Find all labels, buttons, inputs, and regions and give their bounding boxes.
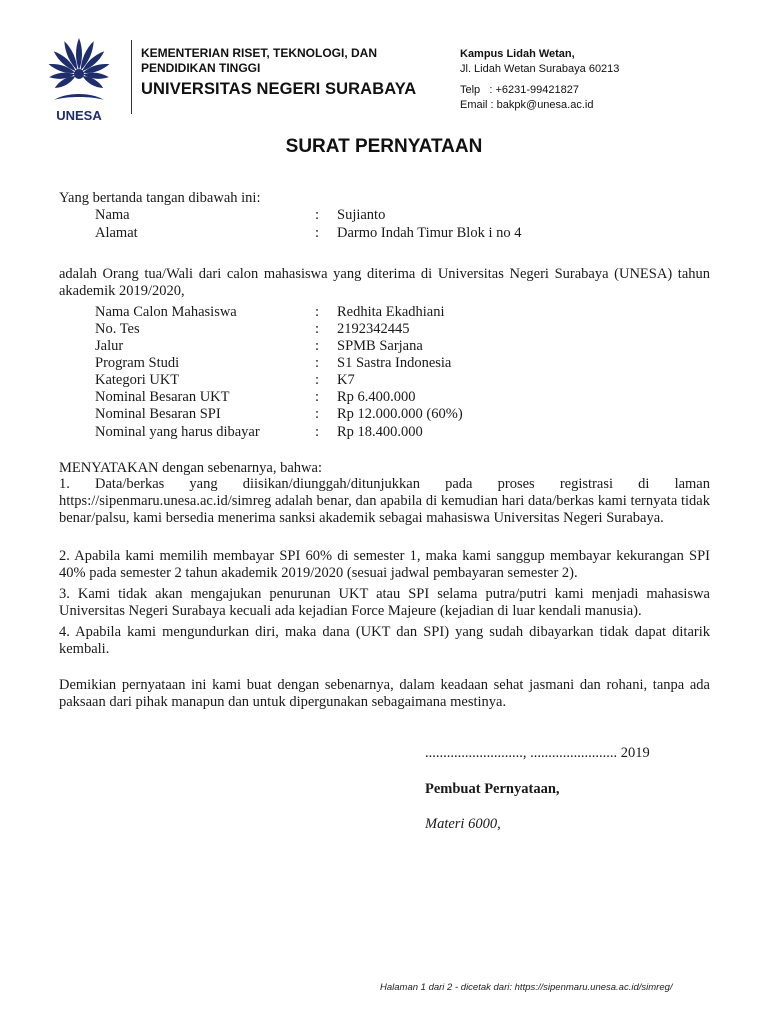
field-label: Nominal Besaran SPI (95, 406, 221, 422)
contact-block (460, 83, 593, 113)
colon: : (315, 372, 320, 388)
field-value: Sujianto (337, 207, 386, 223)
statement-text: adalah Orang tua/Wali dari calon mahasiswa yang diterima di Universitas Negeri Surabaya (UNESA) tahun akademik 2019/2020, (59, 266, 710, 299)
colon: : (315, 389, 320, 405)
signer-title: Pembuat Pernyataan, (425, 781, 560, 797)
header-divider (131, 40, 132, 114)
campus-block (460, 47, 619, 77)
field-label: Nama Calon Mahasiswa (95, 304, 237, 320)
campus-name: Kampus Lidah Wetan, (460, 48, 575, 60)
unesa-logo (36, 34, 122, 124)
field-value: 2192342445 (337, 321, 410, 337)
campus-address: Jl. Lidah Wetan Surabaya 60213 (460, 63, 620, 75)
colon: : (315, 207, 320, 223)
declaration-point-3: 3. Kami tidak akan mengajukan penurunan UKT atau SPI selama putra/putri kami menjadi mahasiswa Universitas Negeri Surabaya kecuali ada kejadian Force Majeure (kejadian di luar kendali manusia). (59, 586, 710, 619)
declaration-point-2: 2. Apabila kami memilih membayar SPI 60% di semester 1, maka kami sanggup membayar kekurangan SPI 40% pada semester 2 tahun akademik 2019/2020 (sesuai jadwal pembayaran semester 2). (59, 548, 710, 581)
field-value: Darmo Indah Timur Blok i no 4 (337, 225, 522, 241)
colon: : (315, 424, 320, 440)
student-row (0, 406, 768, 423)
field-value: Rp 6.400.000 (337, 389, 416, 405)
colon: : (315, 355, 320, 371)
date-line: ..........................., ........................ 2019 (425, 745, 650, 761)
document-title: SURAT PERNYATAAN (285, 136, 483, 157)
student-row (0, 424, 768, 441)
student-row (0, 355, 768, 372)
field-value: K7 (337, 372, 355, 388)
field-label: Nominal Besaran UKT (95, 389, 230, 405)
field-value: Rp 12.000.000 (60%) (337, 406, 463, 422)
field-label: Kategori UKT (95, 372, 180, 388)
colon: : (315, 304, 320, 320)
field-value: S1 Sastra Indonesia (337, 355, 452, 371)
colon: : (315, 338, 320, 354)
field-label: Program Studi (95, 355, 180, 371)
student-row (0, 338, 768, 355)
declaration-point-4: 4. Apabila kami mengundurkan diri, maka dana (UKT dan SPI) yang sudah dibayarkan tidak dapat ditarik kembali. (59, 624, 710, 657)
field-label: Alamat (95, 225, 138, 241)
colon: : (315, 225, 320, 241)
page-footer: Halaman 1 dari 2 - dicetak dari: https://sipenmaru.unesa.ac.id/simreg/ (380, 982, 673, 993)
colon: : (315, 321, 320, 337)
colon: : (315, 406, 320, 422)
intro-text: Yang bertanda tangan dibawah ini: (59, 190, 261, 206)
declare-heading: MENYATAKAN dengan sebenarnya, bahwa: (59, 460, 322, 476)
declaration-point-1: 1. Data/berkas yang diisikan/diunggah/ditunjukkan pada proses registrasi di laman https://sipenmaru.unesa.ac.id/simreg adalah benar, dan apabila di kemudian hari data/berkas kami ternyata tidak benar/palsu, kami bersedia menerima sanksi akademik sebagai mahasiswa Universitas Negeri Surabaya. (59, 476, 710, 526)
signer-row-address (0, 225, 768, 242)
closing-text: Demikian pernyataan ini kami buat dengan sebenarnya, dalam keadaan sehat jasmani dan rohani, tanpa ada paksaan dari pihak manapun dan untuk dipergunakan sebagaimana mestinya. (59, 677, 710, 710)
stamp-note: Materi 6000, (425, 816, 501, 832)
logo-wordmark: UNESA (56, 108, 102, 123)
student-row (0, 321, 768, 338)
university-name: UNIVERSITAS NEGERI SURABAYA (141, 80, 417, 98)
student-row (0, 304, 768, 321)
email: Email : bakpk@unesa.ac.id (460, 99, 594, 111)
phone: Telp : +6231-99421827 (460, 84, 579, 96)
ministry-name: KEMENTERIAN RISET, TEKNOLOGI, DAN PENDIDIKAN TINGGI (141, 46, 378, 75)
field-label: Nominal yang harus dibayar (95, 424, 260, 440)
field-label: Jalur (95, 338, 124, 354)
field-label: Nama (95, 207, 130, 223)
student-row (0, 389, 768, 406)
student-row (0, 372, 768, 389)
field-label: No. Tes (95, 321, 140, 337)
field-value: Rp 18.400.000 (337, 424, 423, 440)
field-value: SPMB Sarjana (337, 338, 423, 354)
signer-row-name (0, 207, 768, 224)
field-value: Redhita Ekadhiani (337, 304, 445, 320)
